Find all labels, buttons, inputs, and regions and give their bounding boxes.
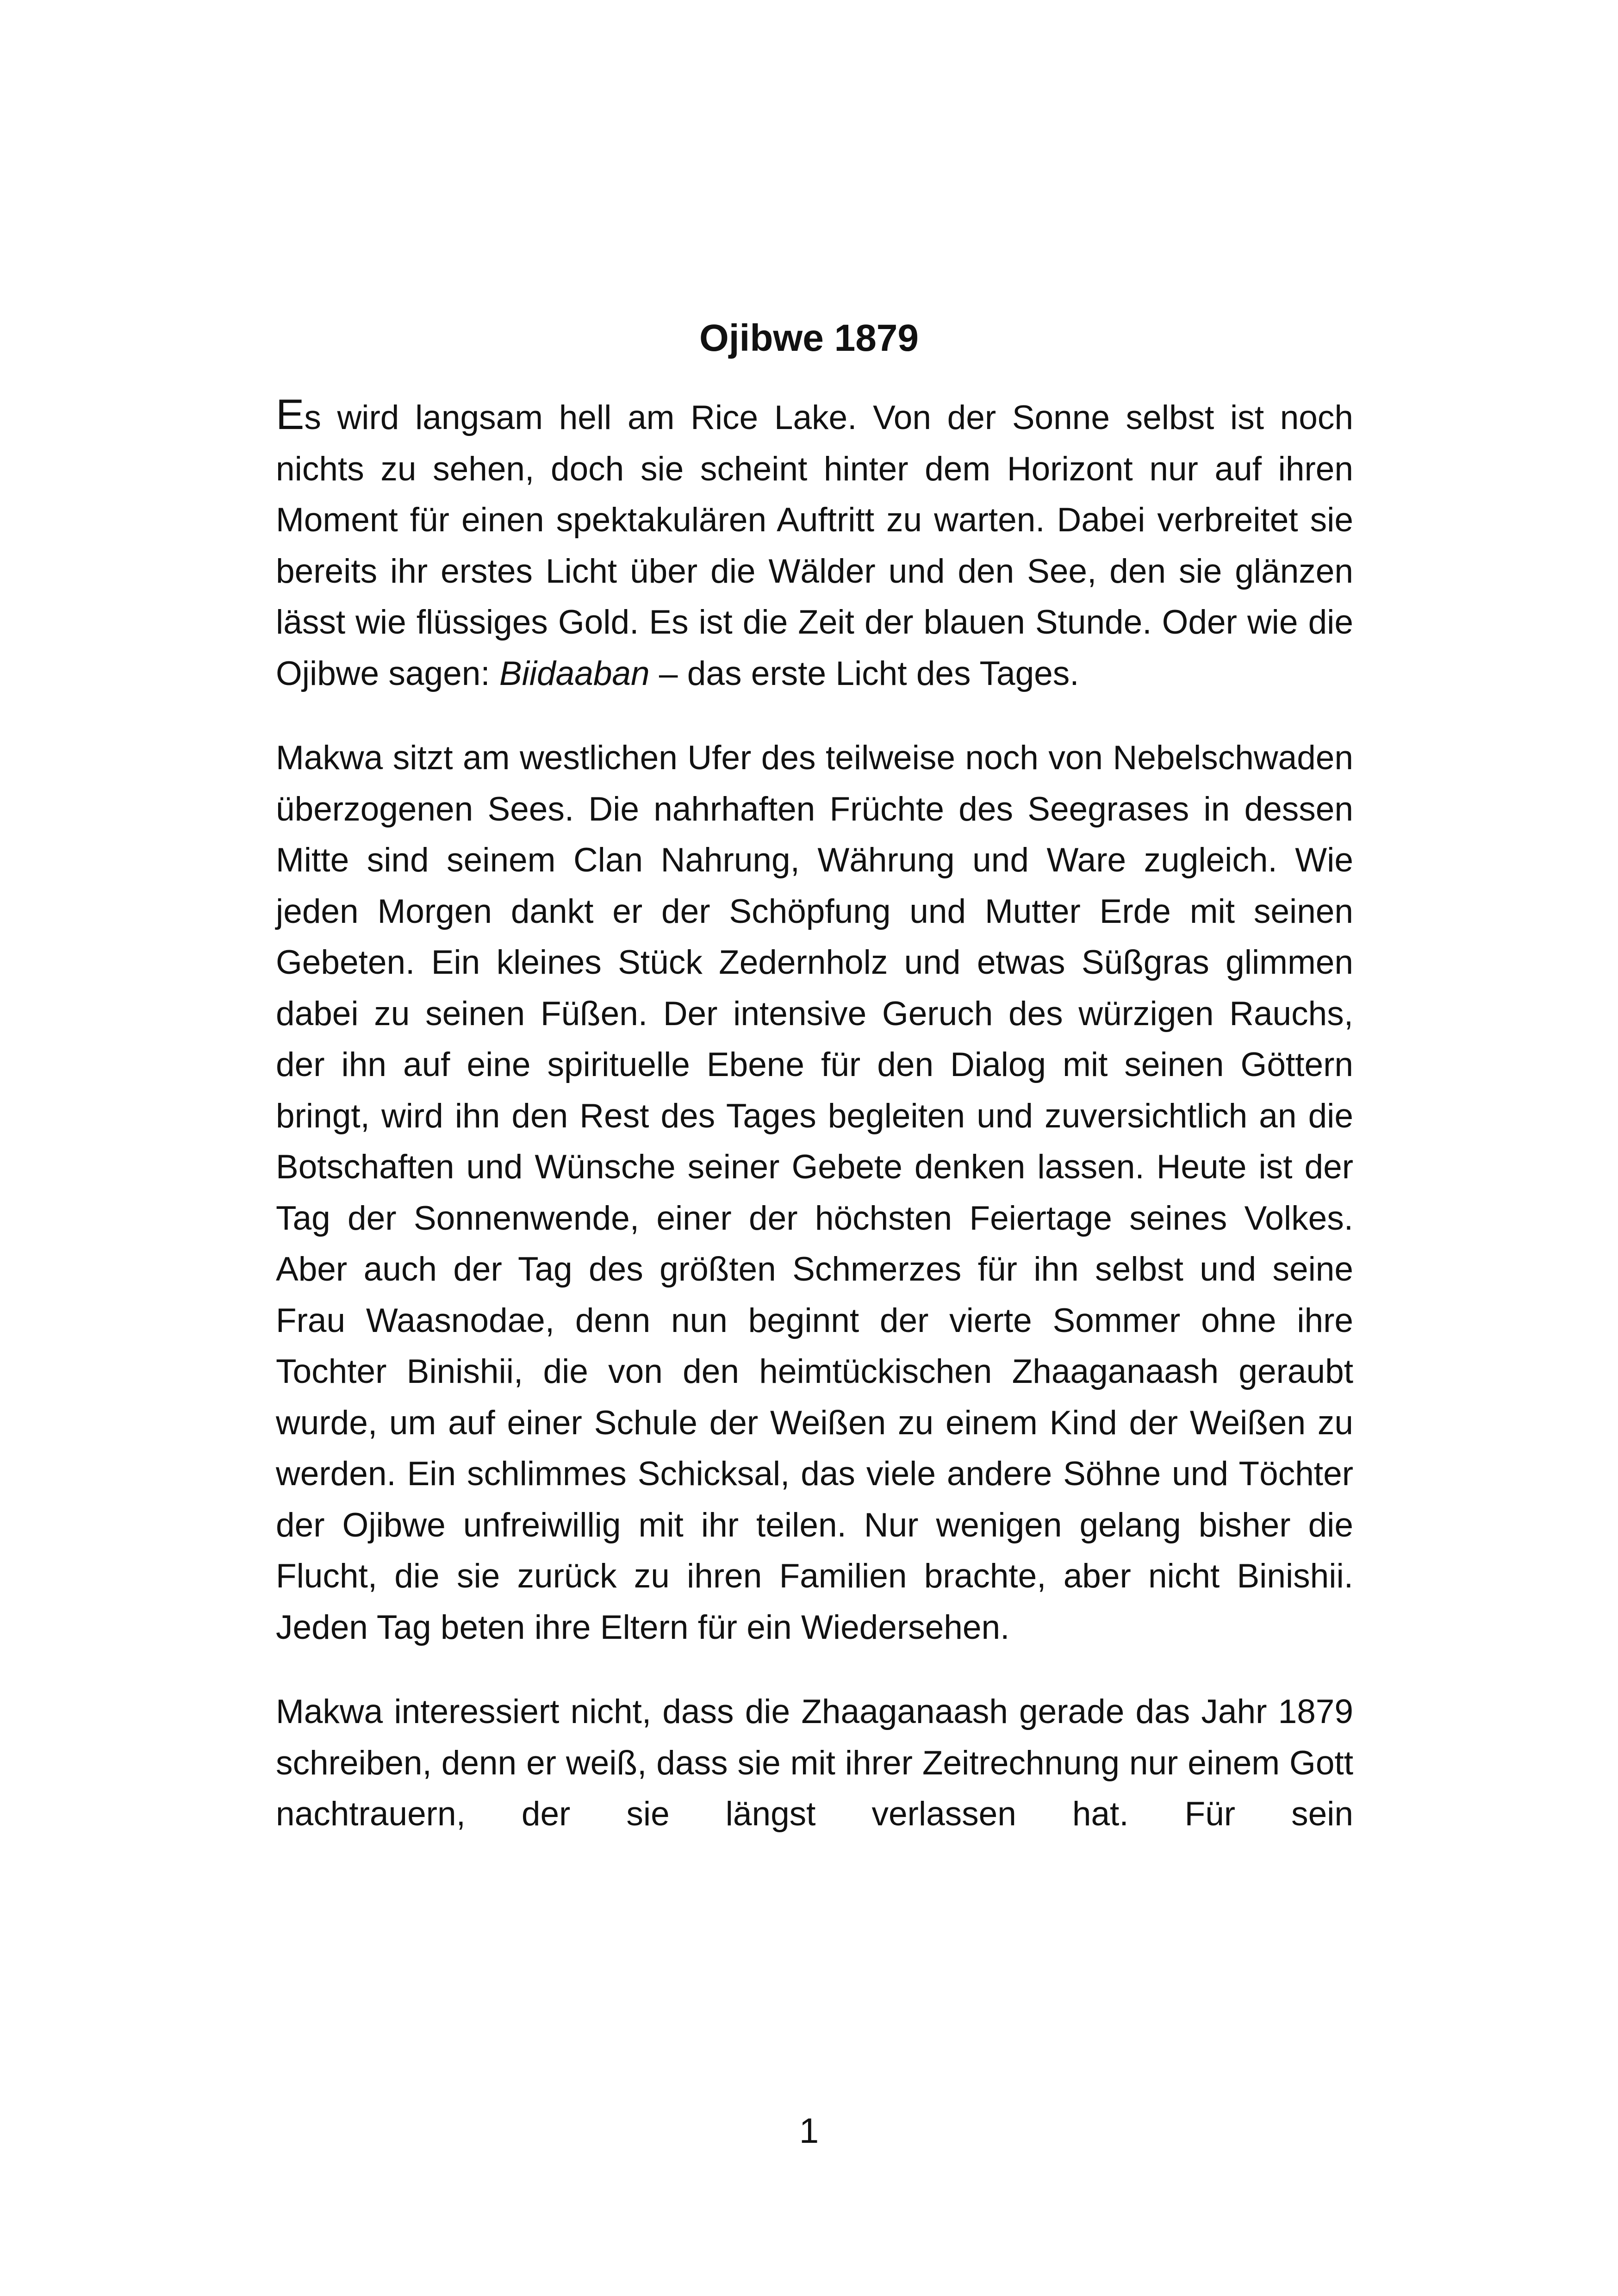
italic-term: Biidaaban [499, 654, 650, 692]
paragraph-3: Makwa interessiert nicht, dass die Zhaaganaash gerade das Jahr 1879 schreiben, denn er weiß, dass sie mit ihrer Zeitrechnung nur einem Gott nachtrauern, der sie längst verlassen hat. Für sein [276, 1693, 1353, 1833]
chapter-title: Ojibwe 1879 [699, 317, 919, 359]
paragraph-1-text-end: – das erste Licht des Tages. [649, 654, 1079, 692]
page-number: 1 [799, 2111, 819, 2151]
paragraph-1 [276, 392, 1353, 699]
initial-letter: E [276, 391, 305, 438]
paragraph-1-text-start: s wird langsam hell am Rice Lake. Von der Sonne selbst ist noch nichts zu sehen, doch sie scheint hinter dem Horizont nur auf ihren Moment für einen spektakulären Auftritt zu warten. Dabei verbreitet sie bereits ihr erstes Licht über die Wälder und den See, den sie glänzen lässt wie flüssiges Gold. Es ist die Zeit der blauen Stunde. Oder wie die Ojibwe sagen: [276, 399, 1353, 692]
paragraph-2: Makwa sitzt am westlichen Ufer des teilweise noch von Nebelschwaden überzogenen Sees. Die nahrhaften Früchte des Seegrases in dessen Mitte sind seinem Clan Nahrung, Währung und Ware zugleich. Wie jeden Morgen dankt er der Schöpfung und Mutter Erde mit seinen Gebeten. Ein kleines Stück Zedernholz und etwas Süßgras glimmen dabei zu seinen Füßen. Der intensive Geruch des würzigen Rauchs, der ihn auf eine spirituelle Ebene für den Dialog mit seinen Göttern bringt, wird ihn den Rest des Tages begleiten und zuversichtlich an die Botschaften und Wünsche seiner Gebete denken lassen. Heute ist der Tag der Sonnenwende, einer der höchsten Feiertage seines Volkes. Aber auch der Tag des größten Schmerzes für ihn selbst und seine Frau Waasnodae, denn nun beginnt der vierte Sommer ohne ihre Tochter Binishii, die von den heimtückischen Zhaaganaash geraubt wurde, um auf einer Schule der Weißen zu einem Kind der Weißen zu werden. Ein schlimmes Schicksal, das viele andere Söhne und Töchter der Ojibwe unfreiwillig mit ihr teilen. Nur wenigen gelang bisher die Flucht, die sie zurück zu ihren Familien brachte, aber nicht Binishii. Jeden Tag beten ihre Eltern für ein Wiedersehen. [276, 739, 1353, 1646]
body-text [276, 392, 1353, 1873]
